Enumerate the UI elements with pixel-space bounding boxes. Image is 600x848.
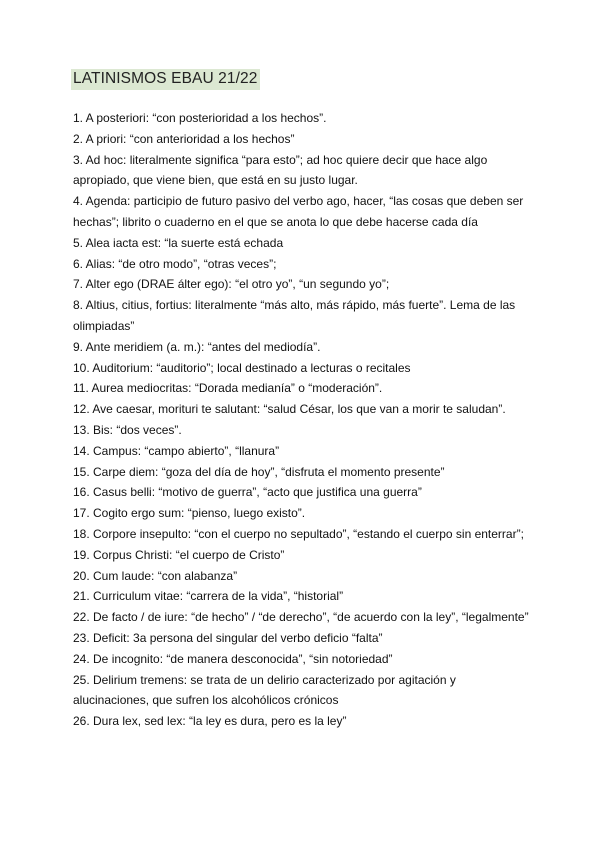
list-item: 22. De facto / de iure: “de hecho” / “de derecho”, “de acuerdo con la ley”, “legalmente” <box>73 610 529 625</box>
list-item: 17. Cogito ergo sum: “pienso, luego existo”. <box>73 506 306 521</box>
list-item: 10. Auditorium: “auditorio”; local destinado a lecturas o recitales <box>73 360 411 375</box>
list-item: 23. Deficit: 3a persona del singular del verbo deficio “falta” <box>73 630 383 645</box>
list-item: 13. Bis: “dos veces”. <box>73 422 182 437</box>
list-item: 16. Casus belli: “motivo de guerra”, “acto que justifica una guerra” <box>73 485 422 500</box>
list-item: 25. Delirium tremens: se trata de un delirio caracterizado por agitación y alucinaciones, que sufren los alcohólicos crónicos <box>73 672 456 708</box>
document-title: LATINISMOS EBAU 21/22 <box>71 69 260 90</box>
list-item: 24. De incognito: “de manera desconocida”, “sin notoriedad” <box>73 651 393 666</box>
latinisms-list <box>73 108 533 732</box>
list-item: 12. Ave caesar, morituri te salutant: “salud César, los que van a morir te saludan”. <box>73 402 506 417</box>
list-item: 20. Cum laude: “con alabanza” <box>73 568 238 583</box>
list-item: 7. Alter ego (DRAE álter ego): “el otro yo”, “un segundo yo”; <box>73 277 390 292</box>
list-item: 21. Curriculum vitae: “carrera de la vida”, “historial” <box>73 589 344 604</box>
list-item: 18. Corpore insepulto: “con el cuerpo no sepultado”, “estando el cuerpo sin enterrar”; <box>73 526 524 541</box>
list-item: 6. Alias: “de otro modo”, “otras veces”; <box>73 256 277 271</box>
list-item: 3. Ad hoc: literalmente significa “para esto”; ad hoc quiere decir que hace algo apropiado, que viene bien, que está en su justo lugar. <box>73 152 488 188</box>
list-item: 8. Altius, citius, fortius: literalmente “más alto, más rápido, más fuerte”. Lema de las olimpiadas” <box>73 298 516 333</box>
list-item: 4. Agenda: participio de futuro pasivo del verbo ago, hacer, “las cosas que deben ser hechas”; librito o cuaderno en el que se anota lo que debe hacerse cada día <box>73 194 524 229</box>
list-item: 9. Ante meridiem (a. m.): “antes del mediodía”. <box>73 339 321 354</box>
list-item: 19. Corpus Christi: “el cuerpo de Cristo” <box>73 547 285 562</box>
list-item: 15. Carpe diem: “goza del día de hoy”, “disfruta el momento presente” <box>73 464 445 479</box>
list-item: 5. Alea iacta est: “la suerte está echada <box>73 235 284 250</box>
list-item: 11. Aurea mediocritas: “Dorada medianía” o “moderación”. <box>73 381 383 396</box>
list-item: 1. A posteriori: “con posterioridad a los hechos”. <box>73 111 327 125</box>
list-item: 2. A priori: “con anterioridad a los hechos” <box>73 131 295 146</box>
list-item: 26. Dura lex, sed lex: “la ley es dura, pero es la ley” <box>73 714 347 729</box>
list-item: 14. Campus: “campo abierto”, “llanura” <box>73 443 280 458</box>
